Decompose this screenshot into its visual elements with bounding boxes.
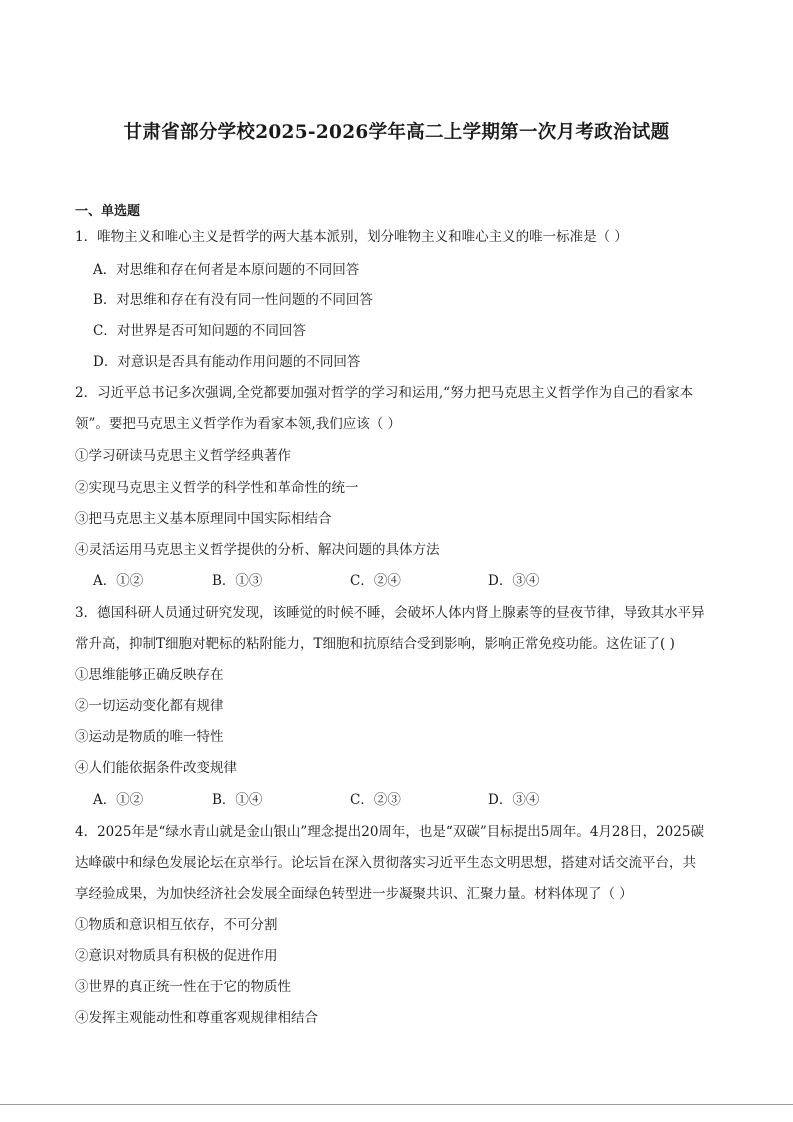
question-1-option-d: D．对意识是否具有能动作用问题的不同回答 [93, 354, 361, 370]
question-2-choice-c: C．②④ [350, 573, 401, 589]
question-3-stem-line-2: 常升高，抑制T细胞对靶标的粘附能力，T细胞和抗原结合受到影响，影响正常免疫功能。这佐证了( ) [75, 636, 675, 652]
question-2-item-3: ③把马克思主义基本原理同中国实际相结合 [75, 511, 332, 527]
question-3-choice-b: B．①④ [212, 792, 263, 808]
question-4-item-2: ②意识对物质具有积极的促进作用 [75, 948, 278, 964]
question-3-choice-d: D．③④ [488, 792, 540, 808]
question-2-item-4: ④灵活运用马克思主义哲学提供的分析、解决问题的具体方法 [75, 542, 440, 558]
question-4-stem-line-3: 享经验成果，为加快经济社会发展全面绿色转型进一步凝聚共识、汇聚力量。材料体现了（ ） [75, 886, 633, 902]
question-3-choice-a: A．①② [93, 792, 144, 808]
question-1-option-b: B．对思维和存在有没有同一性问题的不同回答 [93, 292, 373, 308]
question-2-item-2: ②实现马克思主义哲学的科学性和革命性的统一 [75, 480, 359, 496]
question-2-stem-line-1: 2．习近平总书记多次强调,全党都要加强对哲学的学习和运用,“努力把马克思主义哲学作为自己的看家本 [75, 385, 694, 401]
question-3-item-4: ④人们能依据条件改变规律 [75, 760, 237, 776]
question-3-item-1: ①思维能够正确反映存在 [75, 667, 224, 683]
question-4-item-3: ③世界的真正统一性在于它的物质性 [75, 979, 291, 995]
question-3-item-3: ③运动是物质的唯一特性 [75, 729, 224, 745]
question-2-choice-d: D．③④ [488, 573, 540, 589]
question-3-item-2: ②一切运动变化都有规律 [75, 698, 224, 714]
question-4-stem-line-1: 4．2025年是“绿水青山就是金山银山”理念提出20周年，也是“双碳”目标提出5周年。4月28日，2025碳 [75, 824, 704, 840]
question-2-choice-b: B．①③ [212, 573, 263, 589]
question-3-choice-c: C．②③ [350, 792, 401, 808]
question-1-stem: 1．唯物主义和唯心主义是哲学的两大基本派别，划分唯物主义和唯心主义的唯一标准是（ ） [75, 229, 628, 245]
question-2-stem-line-2: 领”。要把马克思主义哲学作为看家本领,我们应该（ ） [75, 416, 401, 432]
section-heading: 一、单选题 [75, 204, 141, 219]
question-4-item-4: ④发挥主观能动性和尊重客观规律相结合 [75, 1010, 318, 1026]
question-1-option-c: C．对世界是否可知问题的不同回答 [93, 323, 306, 339]
question-2-choice-a: A．①② [93, 573, 144, 589]
page-title: 甘肃省部分学校2025-2026学年高二上学期第一次月考政治试题 [123, 122, 670, 143]
question-4-stem-line-2: 达峰碳中和绿色发展论坛在京举行。论坛旨在深入贯彻落实习近平生态文明思想，搭建对话交流平台，共 [75, 855, 696, 871]
page-bottom-rule [0, 1104, 793, 1105]
question-4-item-1: ①物质和意识相互依存，不可分割 [75, 917, 278, 933]
question-2-item-1: ①学习研读马克思主义哲学经典著作 [75, 448, 291, 464]
question-1-option-a: A．对思维和存在何者是本原问题的不同回答 [93, 262, 360, 278]
question-3-stem-line-1: 3．德国科研人员通过研究发现，该睡觉的时候不睡，会破坏人体内肾上腺素等的昼夜节律，导致其水平异 [75, 605, 705, 621]
